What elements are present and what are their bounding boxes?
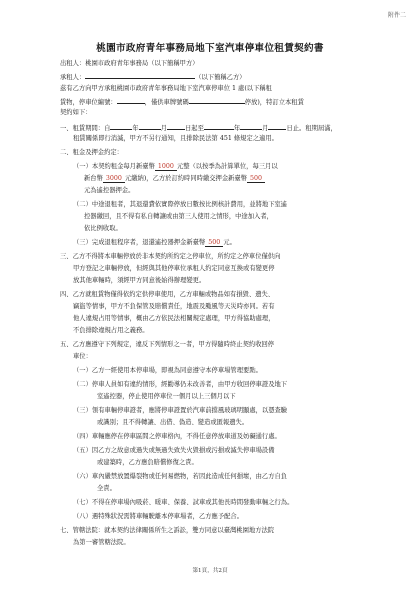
- clause-2-2-line-1: （二）中途退租者，其退還費依實際停放日數按比例核計費用，並將地下室遙: [73, 201, 288, 208]
- clause-5-line-1: 五、乙方應遵守下列規定，違反下列情形之一者，甲方得隨時終止契約收回停: [60, 341, 275, 348]
- lessor-value: 桃園市政府青年事務局（以下簡稱甲方）: [85, 60, 199, 67]
- end-day-blank[interactable]: [268, 123, 286, 130]
- c2-1-text-d: 元繳納)，乙方於訂約時同時繳交押金新臺幣: [124, 175, 248, 182]
- clause-5-2-line-2: 室遙控器，停止使用停車位一個月以上三個月以下: [97, 393, 236, 400]
- lessee-name-blank[interactable]: [85, 72, 195, 79]
- clause-2-1-line-3: 元為遙控器押金。: [84, 187, 135, 194]
- start-month-blank[interactable]: [139, 123, 161, 130]
- lessee-suffix: （以下簡稱乙方）: [195, 74, 246, 81]
- page-title: 桃園市政府青年事務局地下室汽車停車位租賃契約書: [96, 43, 324, 54]
- clause-5-6-line-1: （六）車內嚴禁放置爆裂物或任何易燃物，若因此造成任何損壞，由乙方自負: [73, 473, 288, 480]
- clause-5-5-line-2: 或建築時，乙方應負賠償修復之責。: [97, 459, 198, 466]
- c1-text-a: 一、租賃期間：自: [60, 125, 111, 132]
- clause-4-line-4: 不負排除違規占用之義務。: [73, 327, 149, 334]
- c1-text-e: 年: [233, 125, 241, 132]
- clause-4-line-1: 四、乙方就租賃物僅得依約定供停車使用，乙方車輛或物品如有損毀、遺失、: [60, 291, 275, 298]
- clause-5-line-2: 車位：: [73, 353, 92, 360]
- lessor-label: 出租人：: [60, 60, 86, 67]
- clause-2-3-line: [73, 239, 236, 247]
- c1-text-d: 日起至: [184, 125, 204, 132]
- c2-3-text-b: 元。: [223, 239, 236, 246]
- clause-5-2-line-1: （二）停車人員如有違約情形，經勸導仍未改善者，由甲方收回停車證及地下: [73, 381, 288, 388]
- clause-4-line-2: 竊盜等情事，甲方不負保管及賠償責任，地震及颱風等天災時亦同。若有: [73, 303, 275, 310]
- clause-5-8: （八）遇特殊狀況需將車輛駛離本停車場者，乙方應予配合。: [73, 513, 244, 520]
- clause-7-line-2: 為第一審管轄法院。: [73, 539, 130, 546]
- clause-5-4: （四）車輛應停在停車區間之停車格內，不得任意停放車道及妨礙通行處。: [73, 433, 281, 440]
- clause-2-2-line-3: 依比例收取。: [84, 225, 122, 232]
- intro-line-2: [60, 97, 304, 107]
- page-number: 第1頁，共2頁: [192, 568, 228, 574]
- clause-2-head: 二、租金及押金約定：: [60, 149, 123, 156]
- intro-text-c: 停放)，特訂立本租賃: [244, 99, 304, 106]
- clause-3-line-2: 甲方登記之車輛停放，但經與其他停車位承租人約定同意互換或有變更停: [73, 265, 275, 272]
- end-year-blank[interactable]: [204, 123, 234, 130]
- intro-text-b: ，僅供車牌號碼: [144, 99, 189, 106]
- space-number-blank[interactable]: [117, 97, 145, 104]
- c1-text-b: 年: [132, 125, 139, 132]
- intro-line-3: 契約如下：: [60, 109, 92, 116]
- intro-line-1: 茲有乙方向甲方承租桃園市政府青年事務局地下室汽車停車位 1 處(以下稱租: [60, 85, 272, 92]
- plate-number-blank[interactable]: [189, 97, 245, 104]
- clause-5-3-line-2: 或識別；且不得轉讓、出借、偽造、變造或匿報遺失。: [97, 419, 249, 426]
- clause-2-1-line-2: [84, 175, 265, 183]
- clause-2-2-line-2: 控器繳回，且不得有私自轉讓或由第三人使用之情形，中途加入者，: [84, 213, 273, 220]
- clause-2-1-line-1: [73, 163, 278, 171]
- clause-5-6-line-2: 全責。: [97, 485, 116, 492]
- clause-5-1: （一）乙方一經使用本停車場，即視為同意遵守本停車場管理要點。: [73, 367, 262, 374]
- remote-deposit-refund-value: 500: [205, 239, 223, 247]
- c1-text-g: 日止。租期屆滿，: [286, 125, 337, 132]
- clause-7-line-1: 七、管轄法院：就本契約法律關係所生之訴訟，雙方同意以臺灣桃園地方法院: [60, 527, 275, 534]
- clause-5-3-line-1: （三）領有車輛停車證者，應將停車證置於汽車前擋風玻璃明顯處，以憑查驗: [73, 407, 288, 414]
- deposit-value: 500: [247, 175, 265, 183]
- lessee-label: 承租人：: [60, 74, 86, 81]
- lessor-line: [60, 60, 199, 68]
- clause-1-line-1: [60, 123, 337, 133]
- monthly-rent-value: 1000: [155, 163, 177, 171]
- clause-3-line-1: 三、乙方不得將本車輛停放於非本契約所約定之停車位，所約定之停車位僅供向: [60, 253, 281, 260]
- clause-1-line-2: 租賃關係即行消滅，甲方不另行通知，且排除民法第 451 條規定之適用。: [73, 135, 278, 142]
- c1-text-f: 月: [262, 125, 269, 132]
- c1-text-c: 月: [160, 125, 167, 132]
- end-month-blank[interactable]: [240, 123, 262, 130]
- c2-1-text-b: 元整（以按季為計算單位，每三月以: [176, 163, 278, 170]
- annex-label: 附件二: [387, 12, 406, 19]
- clause-3-line-3: 放其他車輛時，須經甲方同意後始得辦理變更。: [73, 277, 206, 284]
- quarterly-rent-value: 3000: [103, 175, 125, 183]
- clause-5-7: （七）不得在停車場內吸菸、暖車、保養、試車或其他長時間發動車輛之行為。: [73, 499, 294, 506]
- clause-5-5-line-1: （五）因乙方之故意或過失或無過失致失火毀損或污損或滅失停車場設備: [73, 447, 275, 454]
- lessee-line: [60, 72, 246, 82]
- intro-text-a: 賃物，停車位編號：: [60, 99, 117, 106]
- c2-3-text-a: （三）完成退租程序者，退還遙控器押金新臺幣: [73, 239, 206, 246]
- c2-1-text-c: 新台幣: [84, 175, 103, 182]
- c2-1-text-a: （一）本契約租金每月新臺幣: [73, 163, 155, 170]
- start-year-blank[interactable]: [110, 123, 132, 130]
- start-day-blank[interactable]: [167, 123, 185, 130]
- clause-4-line-3: 他人違規占用等情事，概由乙方依民法相關規定處理，甲方得協助處理，: [73, 315, 275, 322]
